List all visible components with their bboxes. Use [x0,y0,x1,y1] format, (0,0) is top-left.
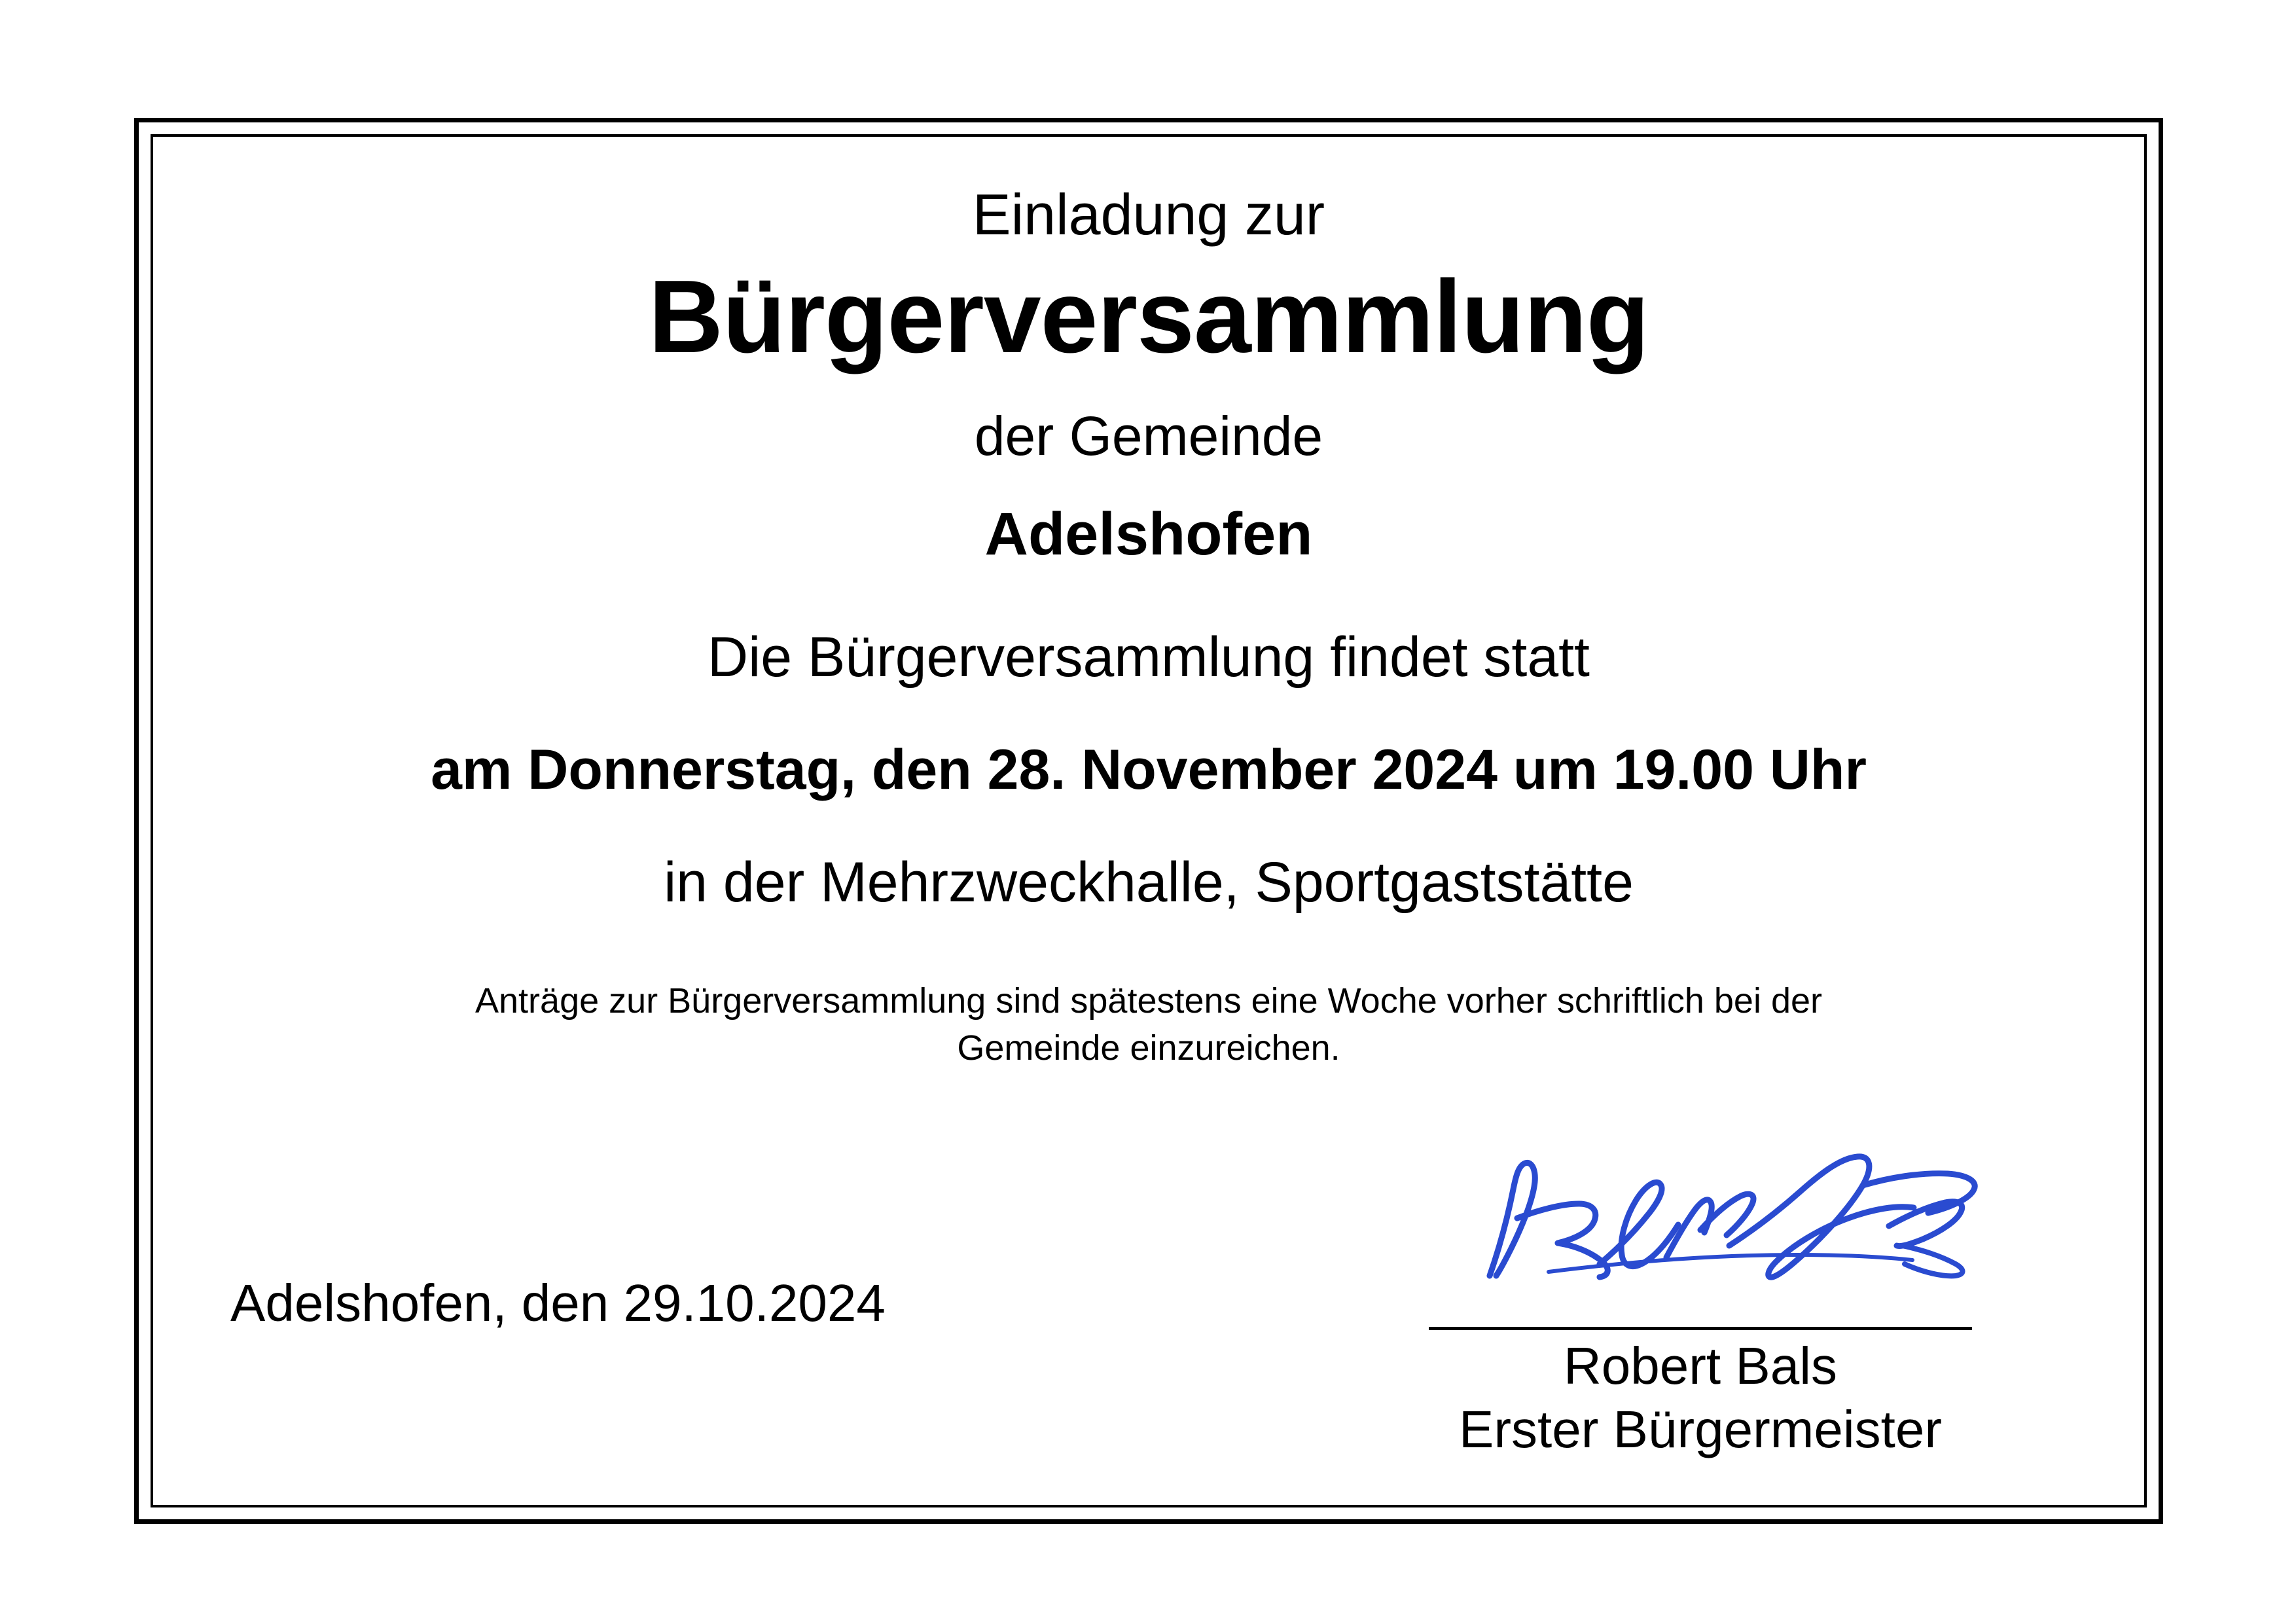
handwritten-signature-icon [1470,1147,2007,1298]
border-frame-outer [134,118,2163,1524]
takes-place-line: Die Bürgerversammlung findet statt [708,625,1590,689]
signatory-name: Robert Bals [1564,1336,1837,1395]
signature-block [1386,1327,2015,1462]
border-frame-inner [151,134,2147,1507]
of-municipality-line: der Gemeinde [974,405,1323,467]
place-and-date: Adelshofen, den 29.10.2024 [230,1274,886,1332]
signature-area [192,1141,2105,1468]
event-datetime: am Donnerstag, den 28. November 2024 um 19.00 Uhr [431,738,1867,801]
event-location: in der Mehrzweckhalle, Sportgaststätte [664,851,1634,914]
invitation-line: Einladung zur [972,182,1325,247]
submission-note: Anträge zur Bürgerversammlung sind spätestens eine Woche vorher schriftlich bei der Gemeinde einzureichen. [475,981,1822,1068]
page-title: Bürgerversammlung [648,259,1649,374]
signatory-role: Erster Bürgermeister [1459,1400,1942,1459]
signature-rule [1429,1327,1972,1330]
municipality-name: Adelshofen [984,500,1313,568]
